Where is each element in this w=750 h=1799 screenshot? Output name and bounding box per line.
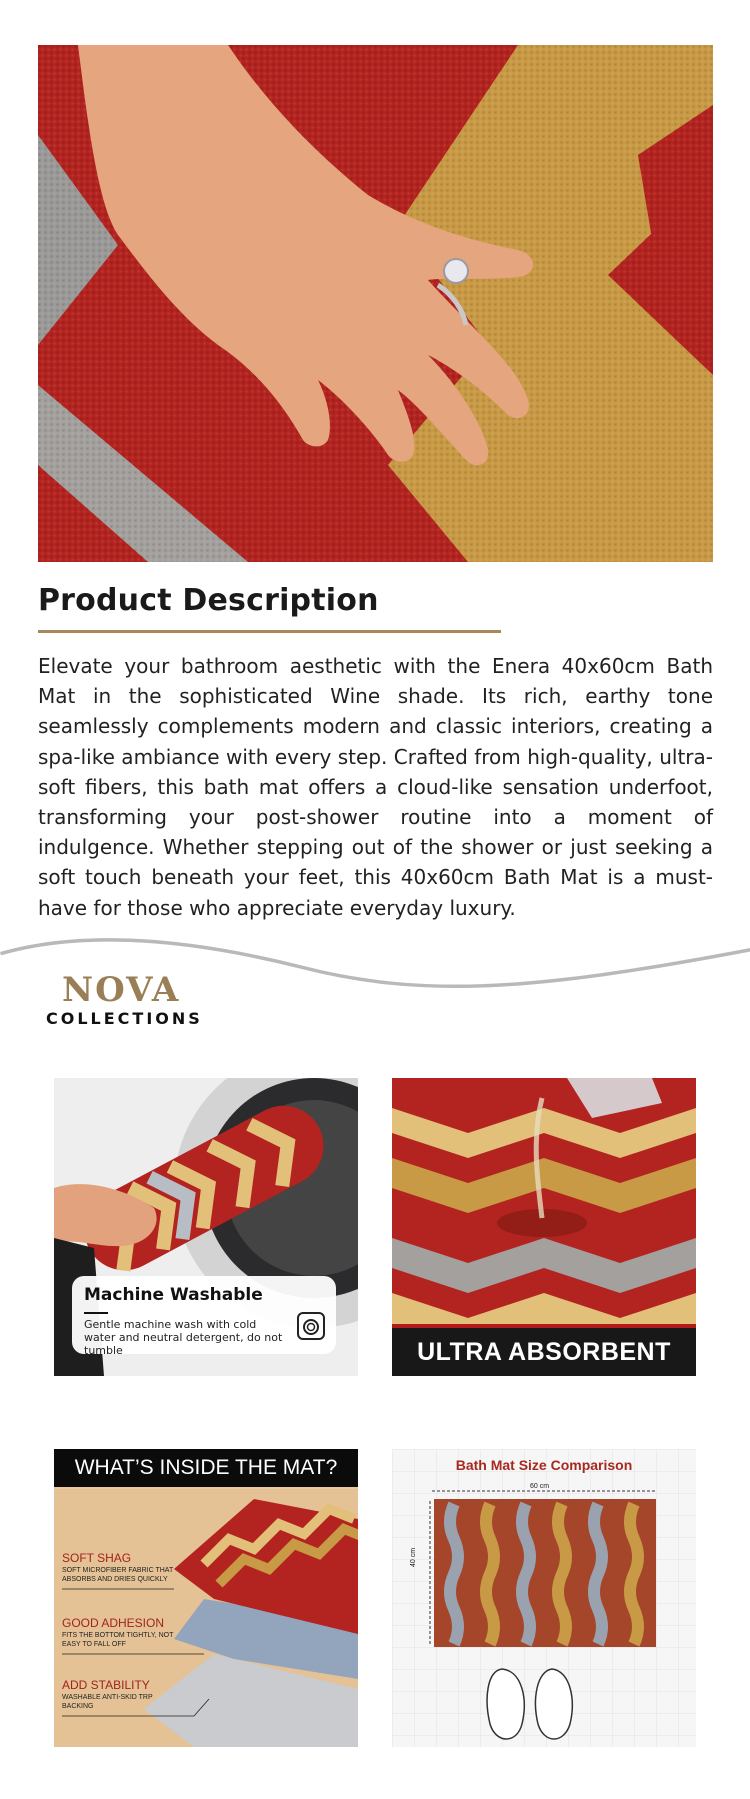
- height-label: 40 cm: [410, 1547, 417, 1567]
- brand-tagline: COLLECTIONS: [46, 1009, 203, 1028]
- layer-desc-shag: SOFT MICROFIBER FABRIC THAT ABSORBS AND DRIES QUICKLY: [62, 1567, 174, 1583]
- washing-machine-icon: [296, 1311, 326, 1341]
- layer-desc-adhesion: FITS THE BOTTOM TIGHTLY, NOT EASY TO FALL OFF: [62, 1632, 174, 1648]
- hero-image: [38, 45, 713, 562]
- title-underline: [38, 630, 501, 633]
- layer-label-stability: ADD STABILITY: [62, 1678, 150, 1692]
- product-description: Elevate your bathroom aesthetic with the Enera 40x60cm Bath Mat in the sophisticated Wine shade. Its rich, earthy tone seamlessly complements modern and classic interiors, creating a spa-like ambiance with every step. Crafted from high-quality, ultra-soft fibers, this bath mat offers a cloud-like sensation underfoot, transforming your post-shower routine into a moment of indulgence. Whether stepping out of the shower or just seeking a soft touch beneath your feet, this 40x60cm Bath Mat is a must-have for those who appreciate everyday luxury.: [38, 654, 713, 920]
- machine-washable-card: [72, 1276, 336, 1357]
- page-title: Product Description: [38, 583, 379, 618]
- machine-washable-text: Gentle machine wash with cold water and neutral detergent, do not tumble: [84, 1318, 283, 1357]
- machine-washable-title: Machine Washable: [84, 1285, 263, 1305]
- whats-inside-heading: WHAT’S INSIDE THE MAT?: [54, 1449, 358, 1487]
- size-comparison-tile: [392, 1449, 696, 1747]
- layer-desc-stability: WASHABLE ANTI-SKID TRP BACKING: [62, 1694, 153, 1710]
- title-rule: [84, 1312, 108, 1314]
- whats-inside-tile: [54, 1449, 358, 1747]
- ring-icon: [444, 259, 468, 283]
- machine-washable-tile: [54, 1078, 358, 1376]
- brand-logo: NOVA: [62, 970, 181, 1010]
- ultra-absorbent-label: ULTRA ABSORBENT: [417, 1338, 671, 1366]
- bath-mat-icon: [434, 1499, 656, 1647]
- size-comparison-title: Bath Mat Size Comparison: [455, 1457, 633, 1473]
- ultra-absorbent-tile: [392, 1078, 696, 1376]
- layer-label-shag: SOFT SHAG: [62, 1551, 132, 1565]
- ultra-absorbent-banner: [392, 1324, 696, 1376]
- layer-label-adhesion: GOOD ADHESION: [62, 1616, 165, 1630]
- width-label: 60 cm: [530, 1483, 550, 1490]
